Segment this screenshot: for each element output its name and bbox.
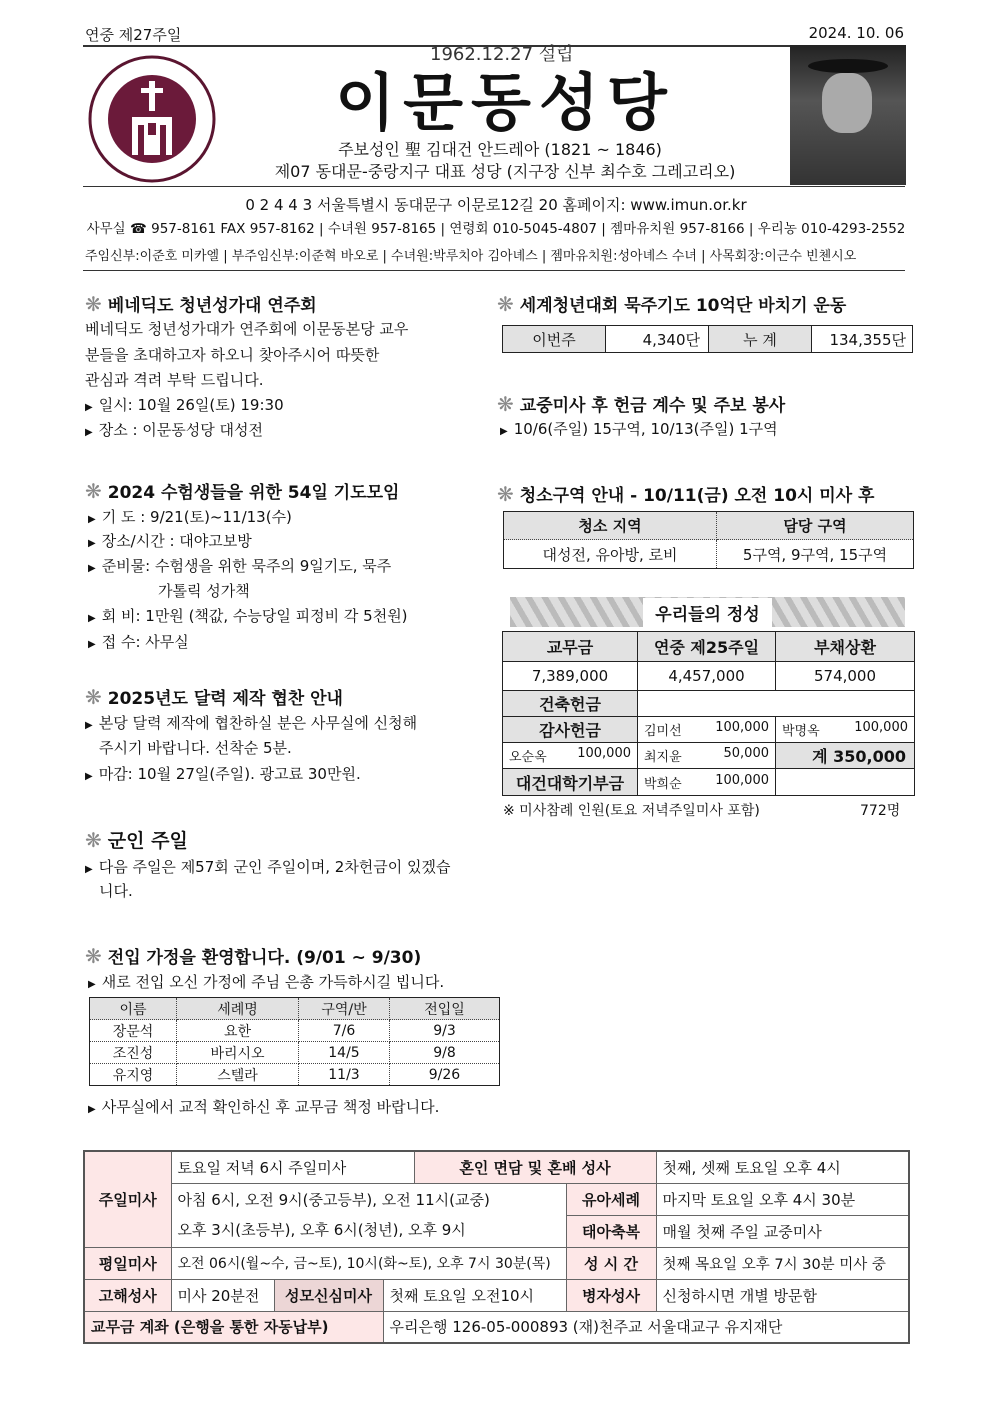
table-row — [504, 540, 914, 569]
text: 아침 6시, 오전 9시(중고등부), 오전 11시(교중) — [177, 1191, 490, 1209]
text — [148, 123, 156, 135]
offering-value: 4,457,000 — [638, 662, 776, 691]
offering-table — [502, 631, 915, 796]
table-cell: 감사헌금 — [503, 717, 638, 743]
prayer-item — [88, 605, 408, 626]
text: 최지윤 — [644, 750, 682, 765]
table-cell — [171, 1183, 566, 1247]
prayer-item — [88, 555, 391, 576]
table-cell: 첫째, 셋째 토요일 오후 4시 — [656, 1151, 909, 1183]
table-cell: 첫째 목요일 오후 7시 30분 미사 중 — [656, 1247, 909, 1279]
this-week-value: 4,340단 — [606, 326, 709, 353]
table-cell: 9/8 — [390, 1042, 500, 1064]
concert-item — [85, 419, 263, 440]
bullet-icon: ▶ — [85, 720, 93, 731]
text — [149, 81, 155, 111]
sparkle-icon: ❋ — [85, 827, 102, 852]
heading-text: 2025년도 달력 제작 협찬 안내 — [107, 689, 343, 709]
patron-saint: 주보성인 聖 김대건 안드레아 (1821 ~ 1846) — [338, 140, 662, 159]
heading-text: 2024 수험생들을 위한 54일 기도모임 — [107, 483, 400, 503]
cleaning-table — [503, 511, 914, 569]
text — [141, 88, 163, 93]
heading-text: 군인 주일 — [107, 830, 188, 852]
concert-item — [85, 394, 284, 415]
table-cell: 유지영 — [90, 1064, 177, 1086]
table-cell: 마지막 토요일 오후 4시 30분 — [656, 1183, 909, 1215]
section-counting-title — [497, 391, 785, 416]
table-cell: 교무금 계좌 (은행을 통한 자동납부) — [84, 1311, 383, 1343]
text: 일시: 10월 26일(토) 19:30 — [98, 396, 284, 414]
text: 다음 주일은 제57회 군인 주일이며, 2차헌금이 있겠습 — [98, 858, 451, 876]
heading-text: 세계청년대회 묵주기도 10억단 바치기 운동 — [519, 296, 847, 316]
table-cell: 병자성사 — [566, 1279, 656, 1311]
text: 본당 달력 제작에 협찬하실 분은 사무실에 신청해 — [98, 714, 418, 732]
section-calendar-title — [85, 684, 343, 709]
table-row — [84, 1279, 909, 1311]
date-label: 2024. 10. 06 — [808, 24, 904, 42]
text: 회 비: 1만원 (책값, 수능당일 피정비 각 5천원) — [101, 607, 408, 625]
text — [83, 270, 905, 271]
table-row — [503, 717, 915, 743]
text — [160, 125, 166, 155]
table-cell: 주일미사 — [84, 1151, 171, 1247]
concert-text: 분들을 초대하고자 하오니 찾아주시어 따뜻한 — [85, 346, 380, 364]
counting-item — [500, 418, 778, 439]
table-row — [84, 1183, 909, 1215]
col-header: 전입일 — [390, 998, 500, 1020]
table-cell — [776, 717, 915, 743]
sparkle-icon: ❋ — [85, 684, 102, 709]
table-row — [504, 512, 914, 540]
military-item — [85, 856, 451, 877]
table-cell: 대건대학기부금 — [503, 769, 638, 796]
text — [503, 632, 915, 796]
col-header: 청소 지역 — [504, 512, 717, 540]
table-cell — [638, 769, 776, 796]
col-header: 이름 — [90, 998, 177, 1020]
table-cell: 고해성사 — [84, 1279, 171, 1311]
text: 100,000 — [577, 746, 631, 761]
table-cell: 7/6 — [299, 1020, 390, 1042]
parish-logo — [88, 55, 216, 183]
text: 새로 전입 오신 가정에 주님 은총 가득하시길 빕니다. — [101, 973, 445, 991]
text — [808, 59, 888, 73]
sparkle-icon: ❋ — [85, 291, 102, 316]
bullet-icon: ▶ — [85, 427, 93, 438]
heading-text: 전입 가정을 환영합니다. (9/01 ~ 9/30) — [107, 948, 422, 968]
attendance-label: ※ 미사참례 인원(토요 저녁주일미사 포함) — [503, 803, 760, 819]
text: 100,000 — [715, 720, 769, 735]
text: 마감: 10월 27일(주일). 광고료 30만원. — [98, 765, 361, 783]
text: 김미선 — [644, 724, 682, 739]
heading-text: 교중미사 후 헌금 계수 및 주보 봉사 — [519, 396, 786, 416]
table-cell: 매월 첫째 주일 교중미사 — [656, 1215, 909, 1247]
concert-text: 베네딕도 청년성가대가 연주회에 이문동본당 교우 — [85, 320, 409, 338]
sparkle-icon: ❋ — [497, 291, 514, 316]
prayer-item — [88, 631, 189, 652]
section-rosary-title — [497, 291, 846, 316]
patron-portrait — [790, 45, 906, 185]
text — [138, 125, 144, 155]
total-label: 누 계 — [709, 326, 812, 353]
table-cell: 조진성 — [90, 1042, 177, 1064]
table-cell: 토요일 저녁 6시 주일미사 — [171, 1151, 414, 1183]
sparkle-icon: ❋ — [85, 943, 102, 968]
table-cell: 바리시오 — [177, 1042, 299, 1064]
bullet-icon: ▶ — [85, 864, 93, 875]
table-cell — [503, 743, 638, 769]
text — [84, 1151, 909, 1343]
table-cell: 성 시 간 — [566, 1247, 656, 1279]
prayer-item — [88, 506, 292, 527]
table-cell: 첫째 토요일 오전10시 — [383, 1279, 566, 1311]
table-row — [90, 1042, 500, 1064]
text: 접 수: 사무실 — [101, 633, 189, 651]
text — [503, 326, 913, 353]
table-row — [90, 1064, 500, 1086]
offering-value: 574,000 — [776, 662, 915, 691]
table-cell: 태아축복 — [566, 1215, 656, 1247]
table-row — [503, 632, 915, 662]
bullet-icon: ▶ — [88, 538, 96, 549]
bullet-icon: ▶ — [88, 563, 96, 574]
bullet-icon: ▶ — [88, 639, 96, 650]
calendar-item-cont: 주시기 바랍니다. 선착순 5분. — [99, 739, 292, 757]
text — [83, 186, 905, 187]
table-cell: 장문석 — [90, 1020, 177, 1042]
mass-schedule-table — [83, 1150, 910, 1344]
bullet-icon: ▶ — [88, 1104, 96, 1115]
text: 준비물: 수험생을 위한 묵주의 9일기도, 묵주 — [101, 557, 392, 575]
address-line: 0 2 4 4 3 서울특별시 동대문구 이문로12길 20 홈페이지: www.imun.or.kr — [245, 196, 747, 214]
concert-text: 관심과 격려 부탁 드립니다. — [85, 371, 264, 389]
heading-text: 베네딕도 청년성가대 연주회 — [107, 296, 317, 316]
sparkle-icon: ❋ — [497, 481, 514, 506]
table-cell: 연중 제25주일 — [638, 632, 776, 662]
text: 장소 : 이문동성당 대성전 — [98, 421, 263, 439]
table-cell: 9/3 — [390, 1020, 500, 1042]
attendance-count: 772명 — [860, 803, 901, 819]
prayer-item — [88, 530, 252, 551]
calendar-item — [85, 763, 361, 784]
table-row — [84, 1151, 909, 1183]
table-row — [90, 1020, 500, 1042]
newfamily-item — [88, 971, 444, 992]
table-cell — [638, 717, 776, 743]
table-row — [84, 1311, 909, 1343]
contact-line: 사무실 ☎ 957-8161 FAX 957-8162 | 수녀원 957-8165 | 연령회 010-5045-4807 | 젬마유치원 957-8166 | 우리농 010-4293-2552 — [86, 221, 906, 237]
table-cell — [638, 691, 915, 717]
text: 기 도 : 9/21(토)~11/13(수) — [101, 508, 292, 526]
week-label: 연중 제27주일 — [85, 26, 182, 44]
founded-date: 1962.12.27 설립 — [430, 44, 574, 65]
text — [504, 512, 914, 569]
table-cell: 혼인 면담 및 혼배 성사 — [414, 1151, 656, 1183]
district-info: 제07 동대문-중랑지구 대표 성당 (지구장 신부 최수호 그레고리오) — [274, 162, 736, 181]
table-cell: 건축헌금 — [503, 691, 638, 717]
table-cell: 대성전, 유아방, 로비 — [504, 540, 717, 569]
table-cell: 신청하시면 개별 방문함 — [656, 1279, 909, 1311]
newfamily-note — [88, 1096, 439, 1117]
text: 100,000 — [715, 772, 769, 788]
table-cell: 미사 20분전 — [171, 1279, 274, 1311]
bullet-icon: ▶ — [85, 402, 93, 413]
table-row — [503, 326, 913, 353]
text: 10/6(주일) 15구역, 10/13(주일) 1구역 — [513, 420, 778, 438]
text: 100,000 — [854, 720, 908, 735]
rosary-table — [502, 325, 913, 353]
offering-banner — [510, 597, 905, 627]
thanks-total: 계 350,000 — [776, 743, 915, 769]
table-cell: 유아세례 — [566, 1183, 656, 1215]
section-newfamily-title — [85, 943, 421, 968]
staff-line: 주임신부:이준호 미카엘 | 부주임신부:이준혁 바오로 | 수녀원:박루치아 김아녜스 | 젬마유치원:성아녜스 수녀 | 사목회장:이근수 빈첸시오 — [85, 249, 857, 264]
text: 50,000 — [723, 746, 769, 761]
military-item-cont: 니다. — [99, 882, 133, 900]
table-row — [503, 743, 915, 769]
table-cell: 요한 — [177, 1020, 299, 1042]
sparkle-icon: ❋ — [85, 478, 102, 503]
section-cleaning-title — [497, 481, 874, 506]
table-cell: 오전 06시(월~수, 금~토), 10시(화~토), 오후 7시 30분(목) — [171, 1247, 566, 1279]
table-cell — [638, 743, 776, 769]
text: 장소/시간 : 대야고보방 — [101, 532, 252, 550]
heading-text: 청소구역 안내 - 10/11(금) 오전 10시 미사 후 — [519, 486, 875, 506]
table-cell: 부채상환 — [776, 632, 915, 662]
bullet-icon: ▶ — [88, 613, 96, 624]
table-row — [503, 769, 915, 796]
table-cell: 성모신심미사 — [274, 1279, 383, 1311]
table-cell: 평일미사 — [84, 1247, 171, 1279]
table-header-row — [90, 998, 500, 1020]
table-cell: 14/5 — [299, 1042, 390, 1064]
table-row — [503, 691, 915, 717]
bullet-icon: ▶ — [88, 979, 96, 990]
banner-title: 우리들의 정성 — [643, 598, 771, 627]
newfamily-table — [89, 997, 500, 1086]
table-cell: 교무금 — [503, 632, 638, 662]
offering-value: 7,389,000 — [503, 662, 638, 691]
calendar-item — [85, 712, 417, 733]
sparkle-icon: ❋ — [497, 391, 514, 416]
text: 박희순 — [644, 776, 682, 792]
text: 사무실에서 교적 확인하신 후 교무금 책정 바랍니다. — [101, 1098, 440, 1116]
section-military-title — [85, 826, 188, 853]
this-week-label: 이번주 — [503, 326, 606, 353]
table-row — [84, 1247, 909, 1279]
section-concert-title — [85, 291, 317, 316]
table-cell: 11/3 — [299, 1064, 390, 1086]
table-cell: 5구역, 9구역, 15구역 — [742, 545, 888, 564]
text: 오후 3시(초등부), 오후 6시(청년), 오후 9시 — [177, 1221, 466, 1239]
section-prayer-title — [85, 478, 399, 503]
text: 박명옥 — [782, 724, 820, 739]
table-cell: 우리은행 126-05-000893 (재)천주교 서울대교구 유지재단 — [383, 1311, 909, 1343]
text — [90, 998, 500, 1086]
col-header: 구역/반 — [299, 998, 390, 1020]
col-header: 세례명 — [177, 998, 299, 1020]
text — [822, 73, 872, 133]
parish-title: 이문동성당 — [335, 66, 675, 139]
bullet-icon: ▶ — [500, 426, 508, 437]
bullet-icon: ▶ — [85, 771, 93, 782]
bullet-icon: ▶ — [88, 514, 96, 525]
table-cell: 스텔라 — [177, 1064, 299, 1086]
table-cell: 9/26 — [390, 1064, 500, 1086]
table-row — [503, 662, 915, 691]
text: 오순옥 — [509, 750, 547, 765]
table-cell — [776, 769, 915, 796]
total-value: 134,355단 — [812, 326, 913, 353]
col-header: 담당 구역 — [717, 512, 914, 540]
prayer-item-cont: 가톨릭 성가책 — [158, 582, 250, 600]
